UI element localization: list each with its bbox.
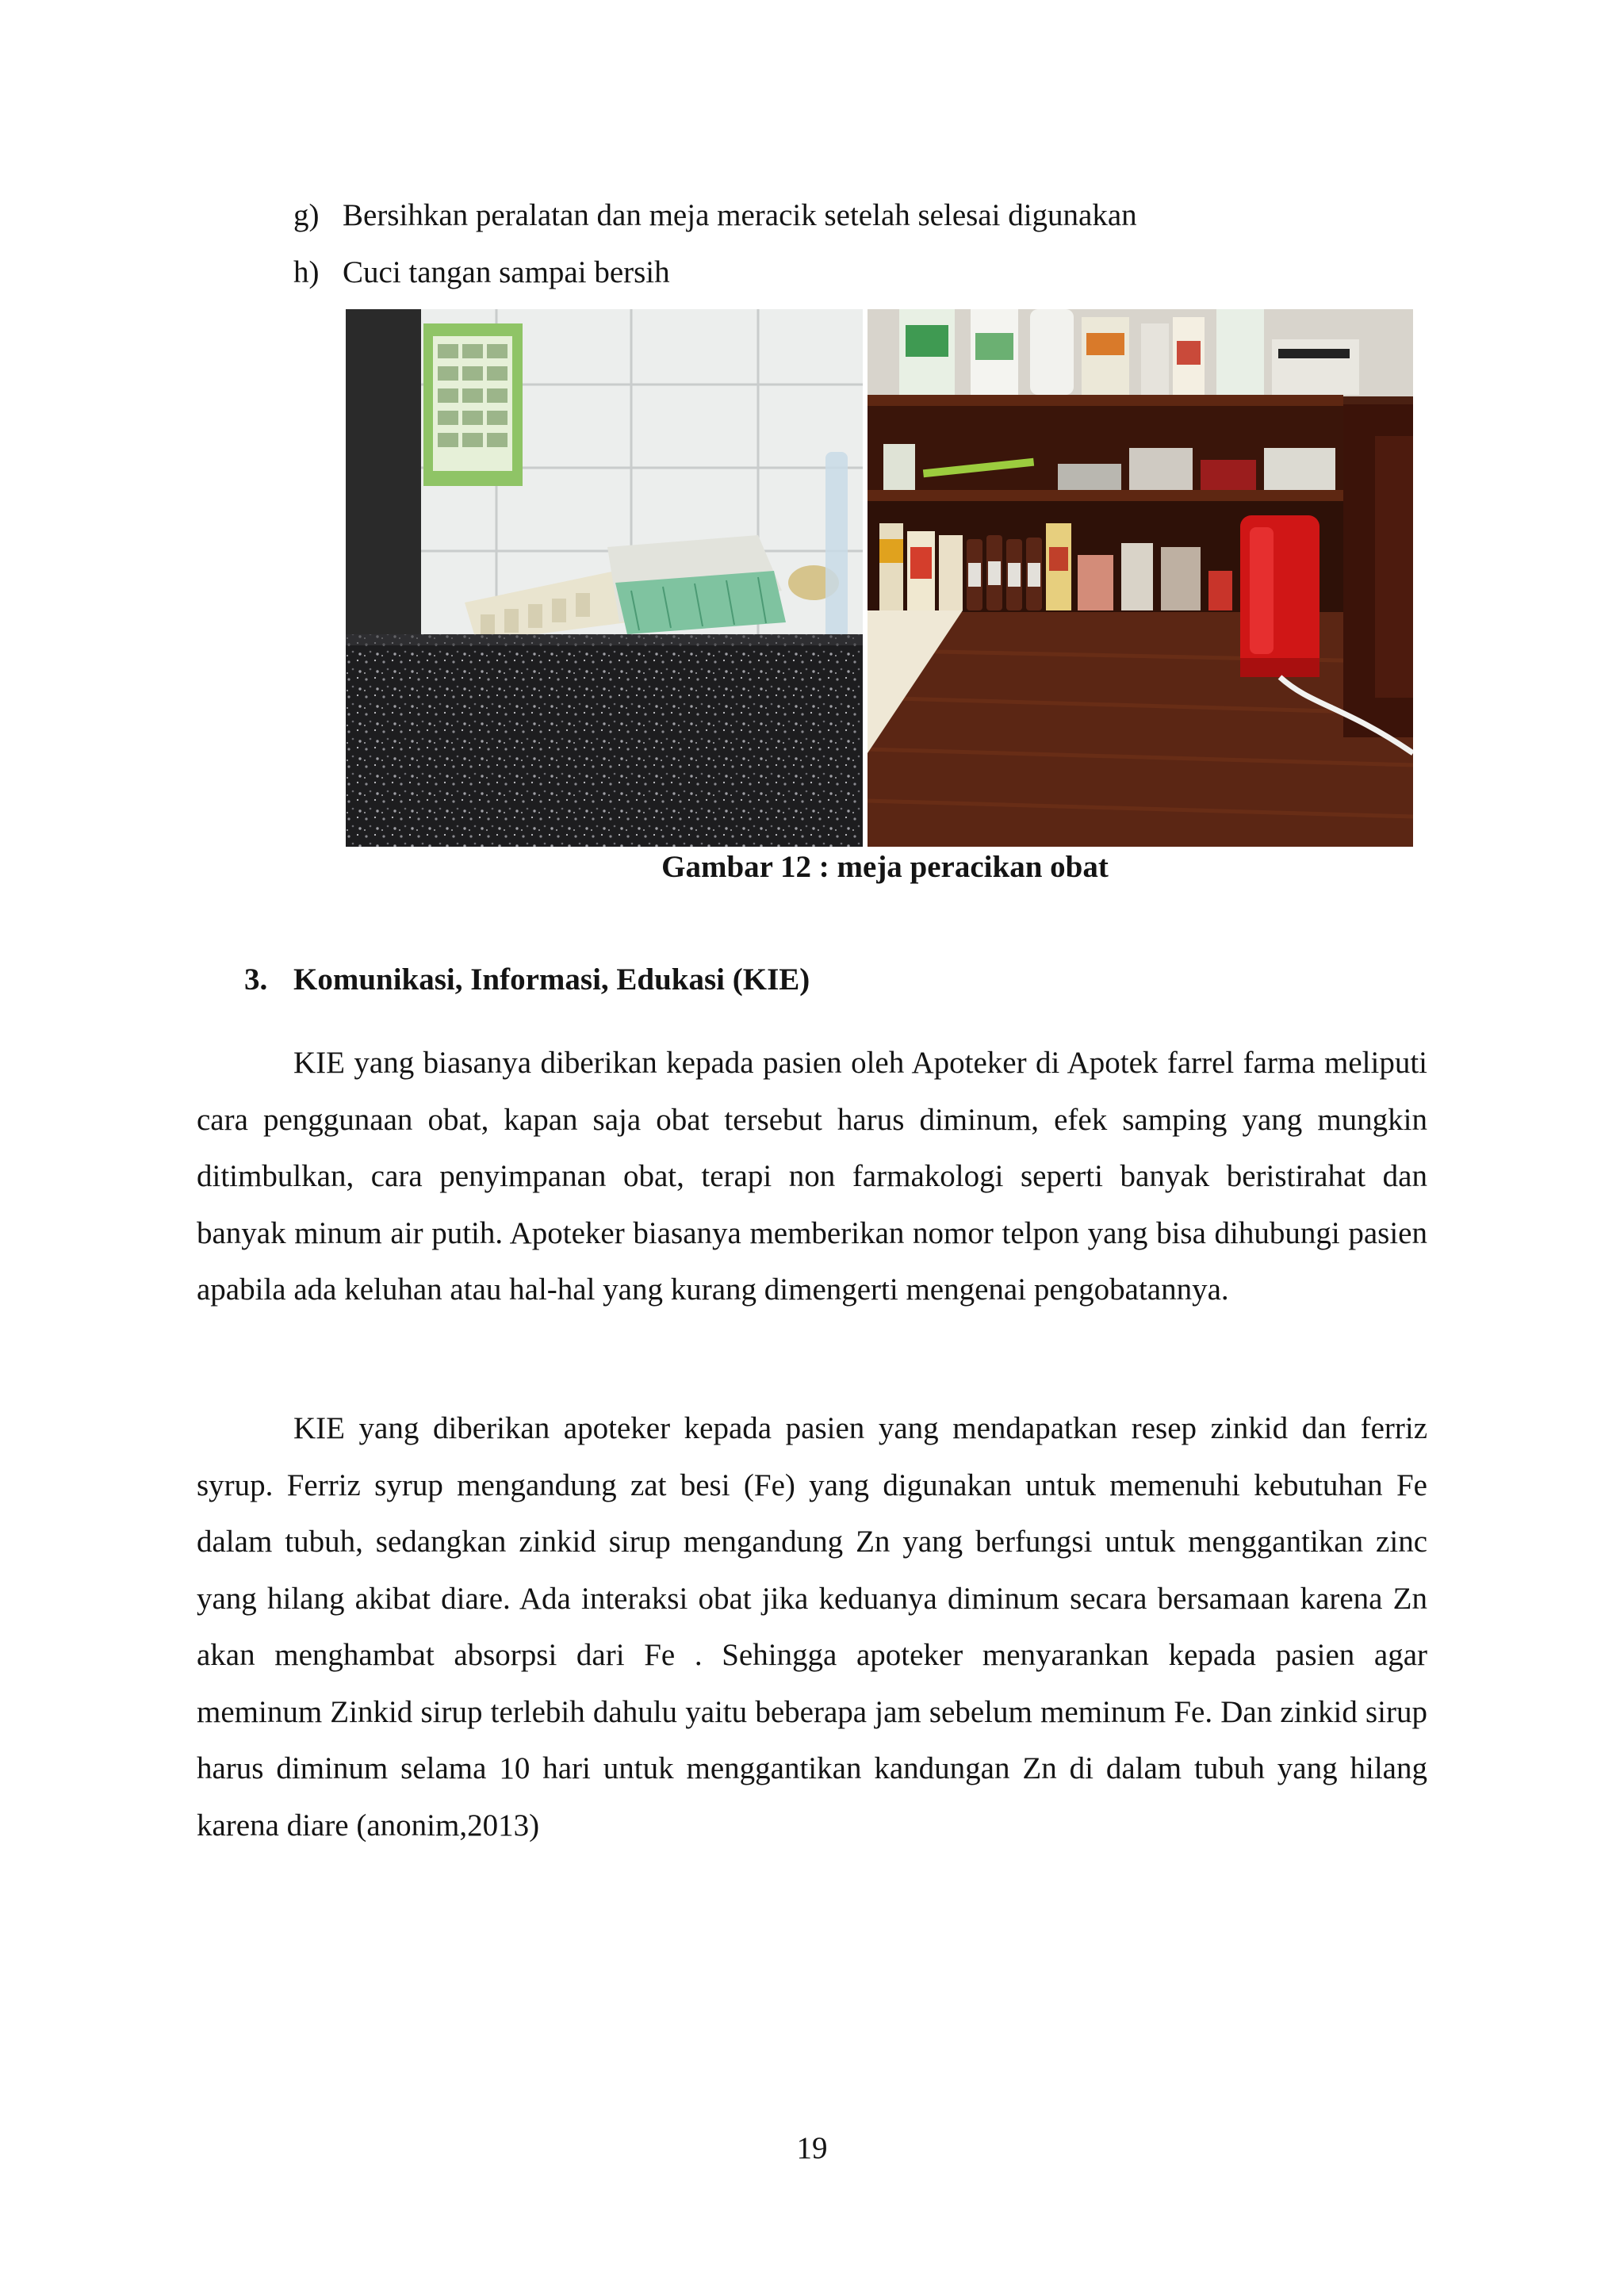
paragraph-kie-general: KIE yang biasanya diberikan kepada pasien oleh Apoteker di Apotek farrel farma meliputi cara penggunaan obat, kapan saja obat tersebut harus diminum, efek samping yang mungkin ditimbulkan, cara penyimpanan obat, terapi non farmakologi seperti banyak beristirahat dan banyak minum air putih. Apoteker biasanya memberikan nomor telpon yang bisa dihubungi pasien apabila ada keluhan atau hal-hal yang kurang dimengerti mengenai pengobatannya. bbox=[197, 1046, 1427, 1307]
photo-medicine-shelf bbox=[868, 309, 1413, 847]
figure-compounding-table bbox=[346, 309, 1413, 847]
list-item-g bbox=[293, 197, 1137, 235]
section-number: 3. bbox=[244, 962, 268, 997]
figure-caption: Gambar 12 : meja peracikan obat bbox=[661, 850, 1109, 884]
section-heading bbox=[244, 961, 810, 999]
list-item-h bbox=[293, 254, 670, 292]
paragraph-kie-zinkid-ferriz: KIE yang diberikan apoteker kepada pasien yang mendapatkan resep zinkid dan ferriz syrup. Ferriz syrup mengandung zat besi (Fe) yang digunakan untuk memenuhi kebutuhan Fe dalam tubuh, sedangkan zinkid sirup mengandung Zn yang berfungsi untuk menggantikan zinc yang hilang akibat diare. Ada interaksi obat jika keduanya diminum secara bersamaan karena Zn akan menghambat absorpsi dari Fe . Sehingga apoteker menyarankan kepada pasien agar meminum Zinkid sirup terlebih dahulu yaitu beberapa jam sebelum meminum Fe. Dan zinkid sirup harus diminum selama 10 hari untuk menggantikan kandungan Zn di dalam tubuh yang hilang karena diare (anonim,2013) bbox=[197, 1411, 1427, 1843]
photo-counter-with-tray bbox=[346, 309, 863, 847]
list-marker: g) bbox=[293, 198, 320, 232]
page-number: 19 bbox=[796, 2131, 828, 2165]
list-item-text: Bersihkan peralatan dan meja meracik setelah selesai digunakan bbox=[343, 198, 1137, 232]
list-item-text: Cuci tangan sampai bersih bbox=[343, 255, 670, 289]
section-title: Komunikasi, Informasi, Edukasi (KIE) bbox=[293, 962, 810, 997]
list-marker: h) bbox=[293, 255, 320, 289]
